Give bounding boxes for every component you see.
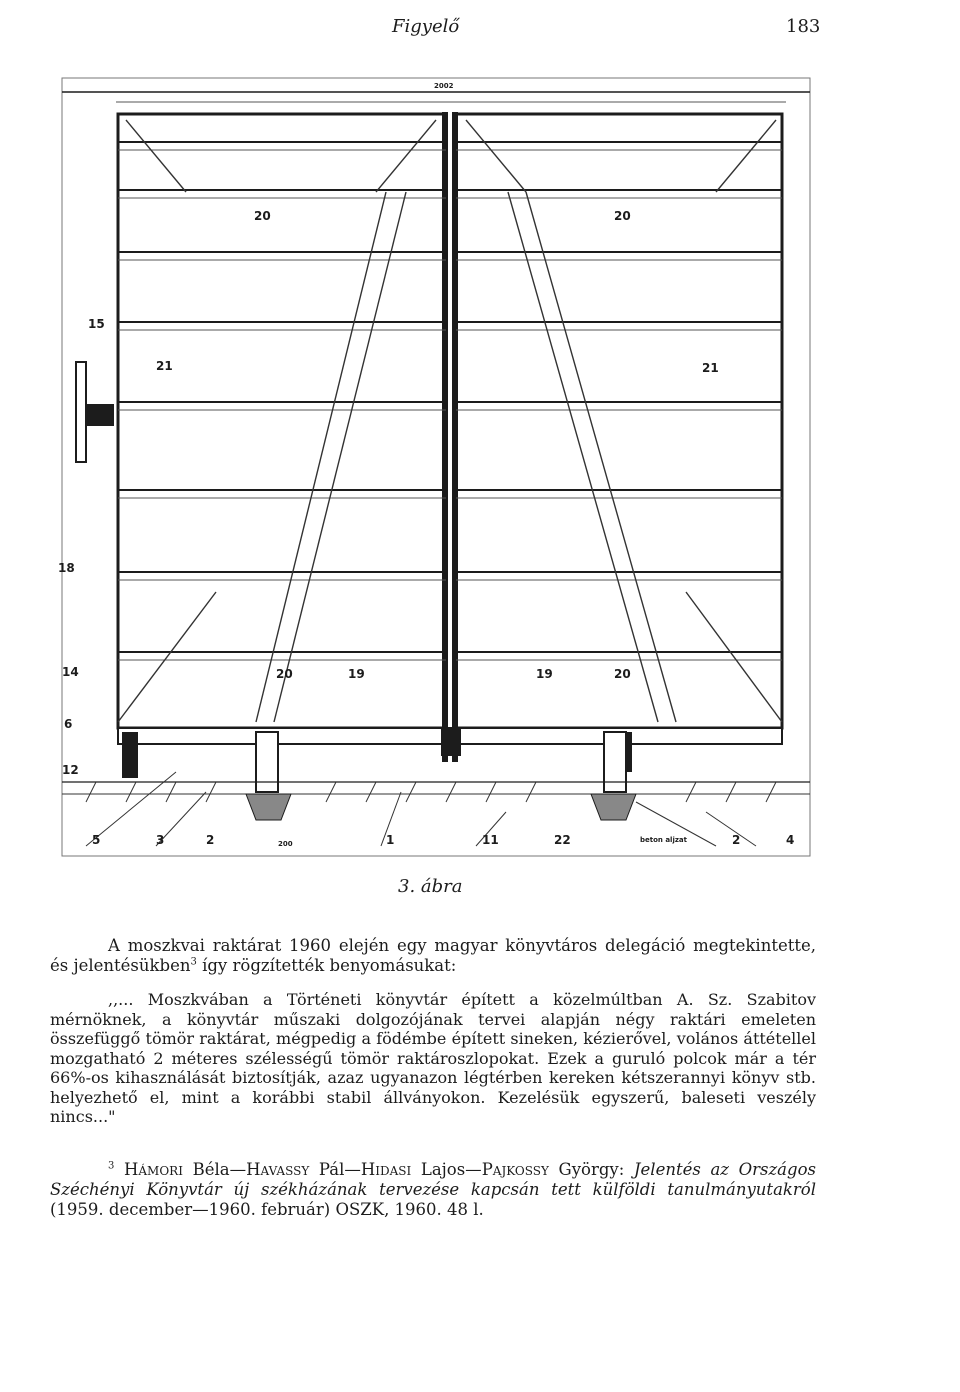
footnote-title: Jelentés az Országos Széchényi Könyvtár új székházának tervezése kapcsán tett külföldi tanulmányutakról [50, 1160, 816, 1199]
label-beton-aljzat: beton aljzat [640, 836, 688, 844]
footnote [50, 1160, 816, 1219]
label-22: 22 [554, 833, 571, 847]
label-2-left: 2 [206, 833, 215, 847]
figure-caption: 3. ábra [398, 876, 463, 897]
footnote-author-2: Havassy [246, 1160, 310, 1179]
footnote-marker: 3 [108, 1160, 115, 1172]
page-number: 183 [786, 16, 821, 37]
paragraph-1-text: A moszkvai raktárat 1960 elején egy magyar könyvtáros delegáció megtekintette, és jelentésükben [50, 936, 816, 975]
label-19-left: 19 [348, 667, 365, 681]
label-14: 14 [62, 665, 79, 679]
footnote-author-1-first: Béla— [182, 1160, 247, 1179]
paragraph-1-tail: így rögzítették benyomásukat: [196, 955, 457, 975]
label-15: 15 [88, 317, 105, 331]
body-paragraph-1 [50, 936, 816, 975]
footnote-author-2-first: Pál— [309, 1160, 361, 1179]
label-200: 200 [278, 840, 293, 848]
running-header-title: Figyelő [392, 16, 460, 37]
footnote-ref: 3 [190, 956, 197, 968]
label-6: 6 [64, 717, 73, 731]
label-19-right: 19 [536, 667, 553, 681]
footnote-author-4-first: György: [548, 1160, 634, 1179]
label-4: 4 [786, 833, 795, 847]
label-2-right: 2 [732, 833, 741, 847]
footnote-author-4: Pajkossy [481, 1160, 549, 1179]
label-20-top-right: 20 [614, 209, 631, 223]
label-5: 5 [92, 833, 101, 847]
label-21-right: 21 [702, 361, 719, 375]
footnote-author-3-first: Lajos— [411, 1160, 482, 1179]
label-1: 1 [386, 833, 395, 847]
label-20-top-left: 20 [254, 209, 271, 223]
label-20-bottom-left: 20 [276, 667, 293, 681]
footnote-rest: (1959. december—1960. február) OSZK, 1960. 48 l. [50, 1199, 484, 1219]
label-12: 12 [62, 763, 79, 777]
body-paragraph-2-quote: ,,... Moszkvában a Történeti könyvtár épített a közelmúltban A. Sz. Szabitov mérnöknek, a könyvtár műszaki dolgozójának tervei alapján négy raktári emeleten összefüggő tömör raktárat, mégpedig a födémbe épített sineken, kézierővel, volános áttétellel mozgatható 2 méteres szélességű tömör raktároszlopokat. Ezek a guruló polcok már a tér 66%-os kihasználását biztosítják, azaz ugyanazon légtérben kereken kétszerannyi könyv stb. helyezhető el, mint a korábbi stabil állványokon. Kezelésük egyszerű, baleseti veszély nincs..." [50, 990, 816, 1126]
label-18: 18 [58, 561, 75, 575]
footnote-author-3: Hidasi [360, 1160, 412, 1179]
shelving-technical-drawing [56, 72, 816, 862]
label-21-left: 21 [156, 359, 173, 373]
label-11: 11 [482, 833, 499, 847]
label-20-bottom-right: 20 [614, 667, 631, 681]
label-top-dimension: 2002 [434, 82, 454, 90]
footnote-author-1: Hámori [124, 1160, 183, 1179]
label-3: 3 [156, 833, 165, 847]
